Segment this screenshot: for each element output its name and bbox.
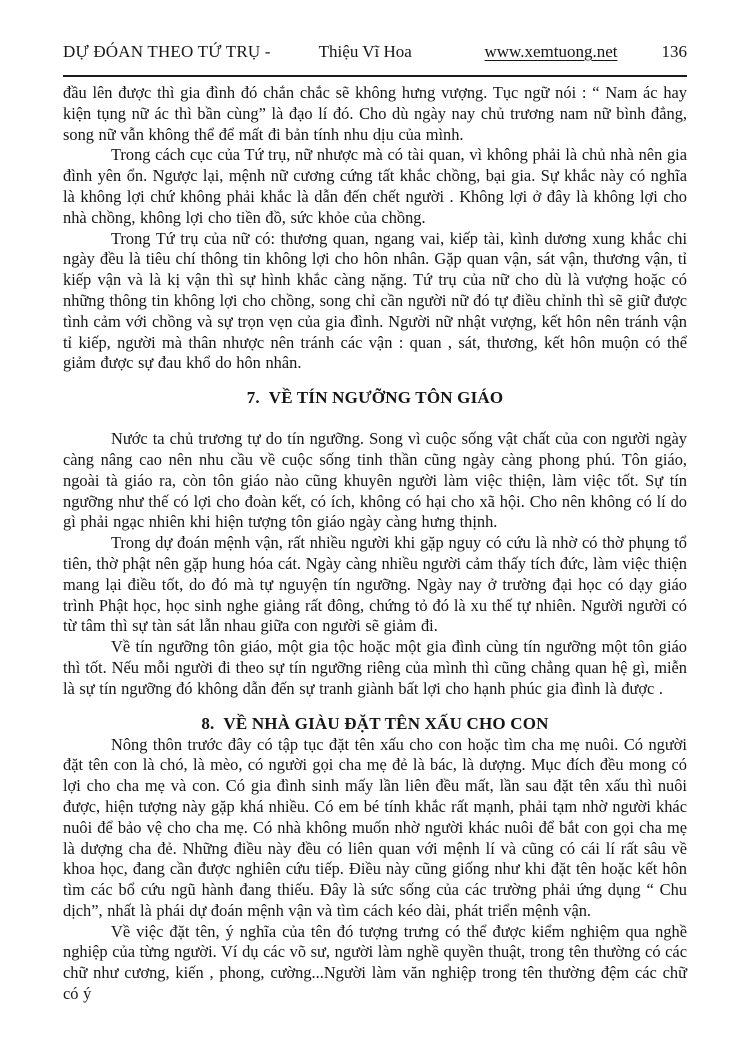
paragraph: Về tín ngưỡng tôn giáo, một gia tộc hoặc một gia đình cùng tín ngưỡng một tôn giáo thì tốt. Nếu mỗi người đi theo sự tín ngưỡng riêng của mình thì cũng chẳng quan hệ gì, miễn là sự tín ngưỡng đó không dẫn đến sự tranh giành bất lợi cho hạnh phúc gia đình là được . bbox=[63, 637, 687, 698]
paragraph: Nước ta chủ trương tự do tín ngưỡng. Song vì cuộc sống vật chất của con người ngày càng nâng cao nên nhu cầu về cuộc sống tinh thần cũng ngày càng phong phú. Tôn giáo, ngoài tà giáo ra, còn tôn giáo nào cũng khuyên người làm việc thiện, làm việc tốt. Sự tín ngưỡng như thế có lợi cho đoàn kết, có ích, không có hại cho xã hội. Cho nên không có lí do gì phải ngạc nhiên khi hiện tượng tôn giáo ngày càng hưng thịnh. bbox=[63, 429, 687, 532]
header-rule bbox=[63, 75, 687, 77]
paragraph-continuation: đầu lên được thì gia đình đó chắn chắc sẽ không hưng vượng. Tục ngữ nói : “ Nam ác hay kiện tụng nữ ác thì bần cùng” là đạo lí đó. Cho dù ngày nay chủ trương nam nữ bình đẳng, song nữ vẫn không thể để mất đi bản tính nhu dịu của mình. bbox=[63, 83, 687, 144]
author-name: Thiệu Vĩ Hoa bbox=[318, 42, 412, 61]
paragraph: Về việc đặt tên, ý nghĩa của tên đó tượng trưng có thể được kiểm nghiệm qua nghề nghiệp của từng người. Ví dụ các võ sư, người làm nghề quyền thuật, trong tên thường có các chữ như cương, kiến , phong, cường...Người làm văn nghiệp trong tên thường đệm các chữ có ý bbox=[63, 921, 687, 1004]
website-link[interactable]: www.xemtuong.net bbox=[484, 42, 618, 61]
paragraph: Trong dự đoán mệnh vận, rất nhiều người khi gặp nguy có cứu là nhờ có thờ phụng tổ tiên, thờ phật nên gặp hung hóa cát. Ngày càng nhiều người cảm thấy tích đức, làm việc thiện mang lại điều tốt, do đó mà tự nguyện tín ngưỡng. Ngày nay ở trường đại học có dạy giáo trình Phật học, học sinh nghe giảng rất đông, chứng tỏ đó là xu thế tự nhiên. Người người có từ tâm thì sự tàn sát lẫn nhau giữa con người sẽ giảm đi. bbox=[63, 533, 687, 636]
section-8-heading: 8. VỀ NHÀ GIÀU ĐẶT TÊN XẤU CHO CON bbox=[201, 713, 549, 733]
paragraph: Trong Tứ trụ của nữ có: thương quan, ngang vai, kiếp tài, kình dương xung khắc chi ngày đều là tiêu chí thông tin không lợi cho hôn nhân. Gặp quan vận, sát vận, thương vận, tỉ kiếp vận và là kị vận thì sự hình khắc càng nặng. Tứ trụ của nữ cho dù là vượng hoặc có những thông tin không lợi cho chồng, song chỉ cần người nữ đó tự điều chỉnh thì sẽ giữ được tình cảm với chồng và sự trọn vẹn của gia đình. Người nữ nhật vượng, kết hôn nên tránh vận tỉ kiếp, người mà thân nhược nên tránh các vận : quan , sát, thương, kết hôn muộn có thể giảm được sự đau khổ do hôn nhân. bbox=[63, 228, 687, 373]
page-body bbox=[63, 83, 687, 1005]
section-7-heading: 7. VỀ TÍN NGƯỠNG TÔN GIÁO bbox=[246, 388, 504, 408]
paragraph: Nông thôn trước đây có tập tục đặt tên xấu cho con hoặc tìm cha mẹ nuôi. Có người đặt tên con là chó, là mèo, có người gọi cha mẹ đẻ là bác, là dượng. Mục đích đều mong có lợi cho cha mẹ và con. Có gia đình sinh mấy lần liên đều mất, lần sau đặt tên xấu thì nuôi được, hiện tượng này gặp khá nhiều. Có em bé tính khắc rất mạnh, phải tạm nhờ người khác nuôi để bảo vệ cho cha mẹ. Có nhà không muốn nhờ người khác nuôi để bắt con gọi cha mẹ là dượng cha đẻ. Những điều này đều có liên quan với mệnh lí và cũng có cái lí rất sâu về khoa học, đang cần được nghiên cứu tiếp. Điều này cũng giống như khi đặt tên hoặc kết hôn tìm các bổ cứu ngũ hành đang thiếu. Đây là sức sống của các trường phải ứng dụng “ Chu dịch”, nhất là phái dự đoán mệnh vận và tìm cách kéo dài, phát triển mệnh vận. bbox=[63, 734, 687, 920]
page-number: 136 bbox=[661, 42, 687, 61]
page-header bbox=[63, 42, 687, 62]
paragraph: Trong cách cục của Tứ trụ, nữ nhược mà có tài quan, vì không phải là chủ nhà nên gia đình yên ổn. Ngược lại, mệnh nữ cương cứng tất khắc chồng, bại gia. Sự khắc này có nghĩa là không lợi chứ không phải khắc là dẫn đến chết người . Không lợi ở đây là không lợi cho nhà chồng, không lợi cho tiền đồ, sức khỏe của chồng. bbox=[63, 145, 687, 227]
book-title: DỰ ĐÓAN THEO TỨ TRỤ - bbox=[63, 42, 271, 61]
